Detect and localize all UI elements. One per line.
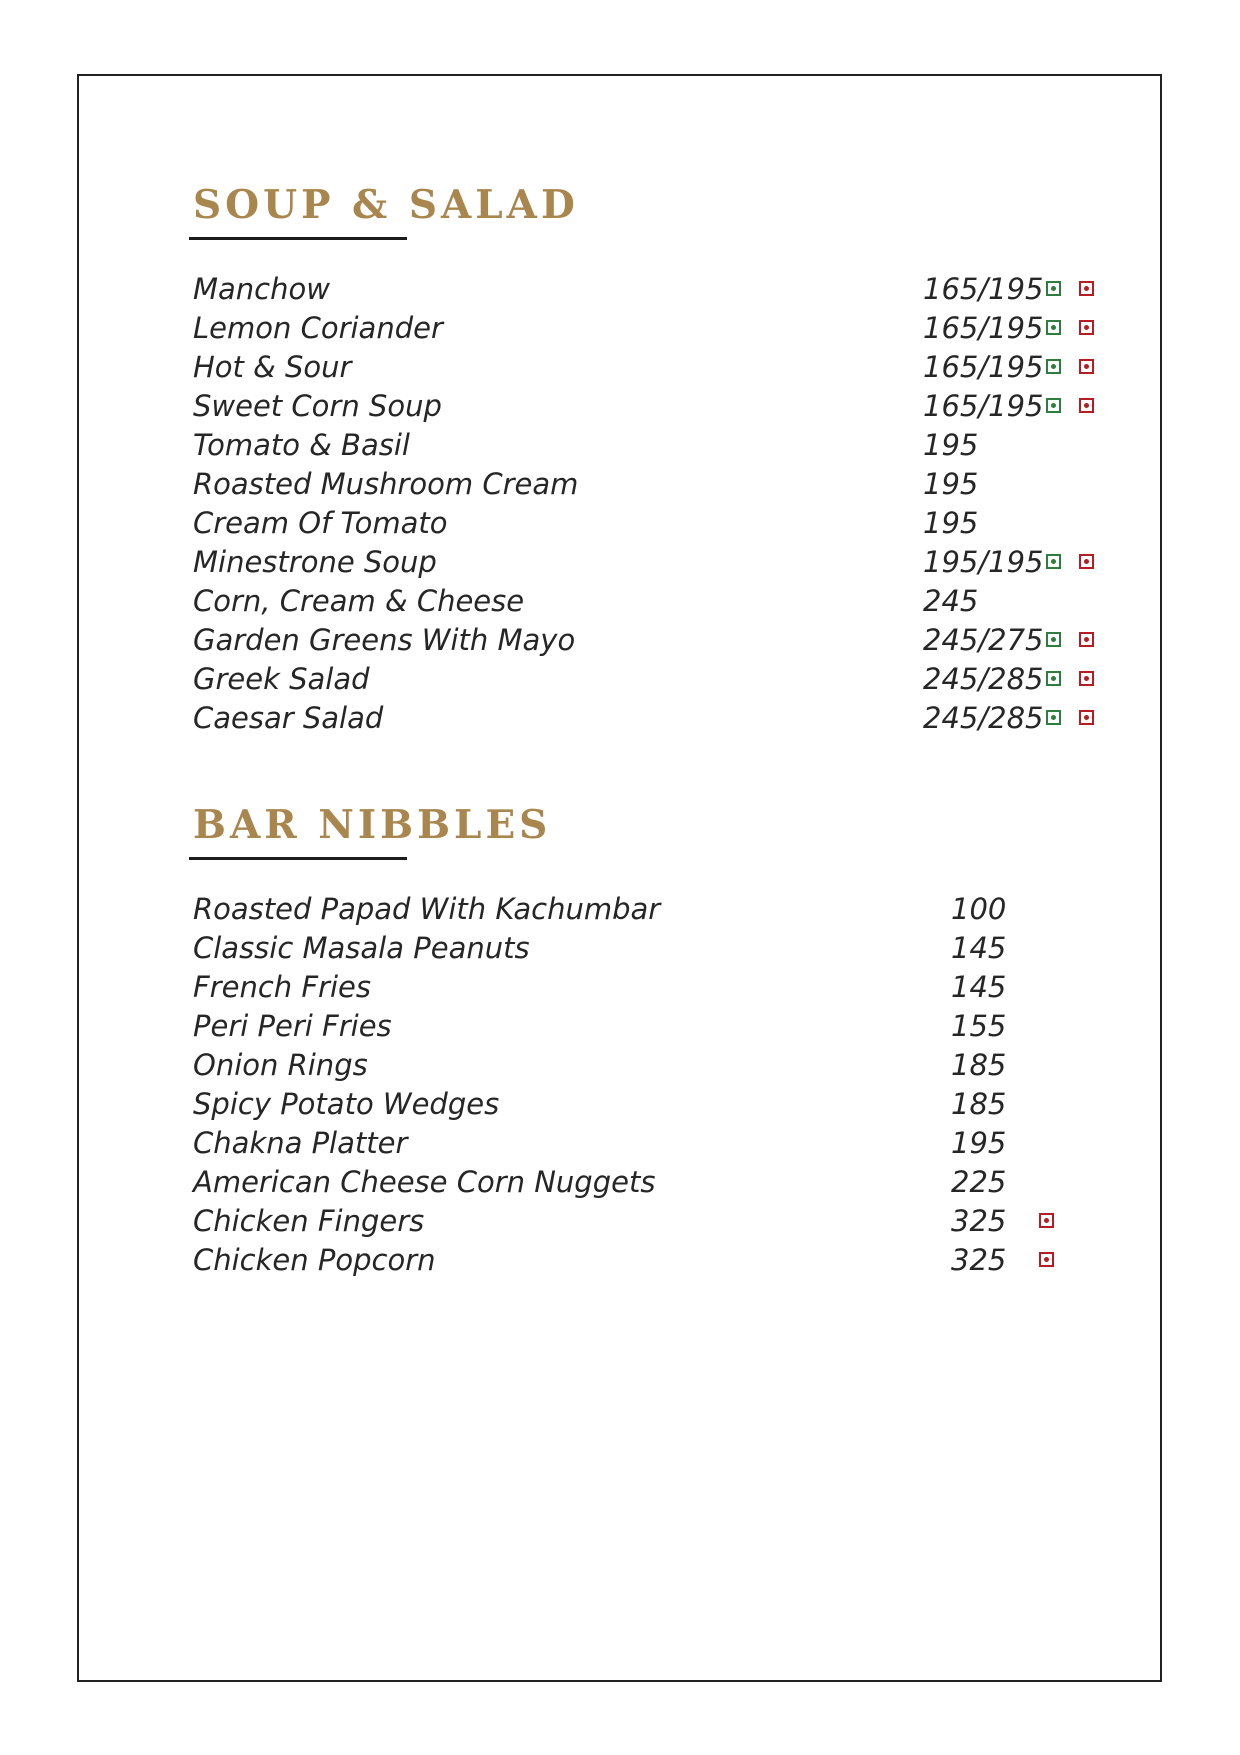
menu-item-row (193, 660, 1044, 699)
menu-item-price: 195 (923, 467, 979, 501)
menu-item-price: 165/195 (923, 311, 1044, 345)
veg-marker-icon (1046, 710, 1061, 725)
menu-item-price: 185 (951, 1048, 1007, 1082)
menu-item-row (193, 387, 1044, 426)
veg-marker-icon (1046, 359, 1061, 374)
menu-item-price: 245 (923, 584, 979, 618)
menu-item-row (193, 543, 1044, 582)
menu-item-name: Minestrone Soup (193, 545, 437, 579)
menu-item-name: Garden Greens With Mayo (193, 623, 576, 657)
menu-item-price: 145 (951, 931, 1007, 965)
menu-item-row (193, 929, 1007, 968)
menu-item-row (193, 1202, 1007, 1241)
menu-item-row (193, 699, 1044, 738)
nonveg-marker-icon (1079, 554, 1094, 569)
nonveg-marker-icon (1039, 1252, 1054, 1267)
bar-nibbles-item-list (193, 890, 1007, 1280)
menu-item-price: 165/195 (923, 389, 1044, 423)
menu-item-row (193, 1046, 1007, 1085)
menu-item-name: Lemon Coriander (193, 311, 443, 345)
menu-item-row (193, 426, 979, 465)
menu-item-name: Roasted Papad With Kachumbar (193, 892, 661, 926)
menu-item-name: Chicken Popcorn (193, 1243, 436, 1277)
bar-nibbles-section (193, 802, 1007, 1280)
nonveg-marker-icon (1079, 398, 1094, 413)
menu-item-name: Chicken Fingers (193, 1204, 425, 1238)
menu-item-name: Spicy Potato Wedges (193, 1087, 500, 1121)
veg-marker-icon (1046, 554, 1061, 569)
veg-marker-icon (1046, 320, 1061, 335)
nonveg-marker-icon (1079, 281, 1094, 296)
menu-item-price: 195 (923, 506, 979, 540)
menu-item-row (193, 582, 979, 621)
menu-item-price: 195 (951, 1126, 1007, 1160)
menu-item-name: American Cheese Corn Nuggets (193, 1165, 656, 1199)
menu-item-price: 165/195 (923, 272, 1044, 306)
menu-item-row (193, 504, 979, 543)
menu-item-price: 245/275 (923, 623, 1044, 657)
menu-item-row (193, 1007, 1007, 1046)
menu-item-price: 185 (951, 1087, 1007, 1121)
menu-item-row (193, 309, 1044, 348)
menu-item-row (193, 1241, 1007, 1280)
menu-item-name: Corn, Cream & Cheese (193, 584, 525, 618)
menu-item-price: 325 (951, 1243, 1007, 1277)
menu-item-name: Peri Peri Fries (193, 1009, 392, 1043)
menu-item-price: 245/285 (923, 701, 1044, 735)
menu-item-price: 245/285 (923, 662, 1044, 696)
menu-item-name: Classic Masala Peanuts (193, 931, 530, 965)
menu-item-row (193, 348, 1044, 387)
section-title-underline (189, 237, 407, 240)
menu-item-name: Chakna Platter (193, 1126, 408, 1160)
menu-item-price: 195 (923, 428, 979, 462)
menu-item-name: Cream Of Tomato (193, 506, 448, 540)
menu-item-name: Manchow (193, 272, 330, 306)
veg-marker-icon (1046, 281, 1061, 296)
soup-salad-section (193, 182, 1044, 738)
menu-item-name: Sweet Corn Soup (193, 389, 442, 423)
section-title-underline (189, 857, 407, 860)
veg-marker-icon (1046, 632, 1061, 647)
menu-item-name: Roasted Mushroom Cream (193, 467, 579, 501)
menu-item-price: 155 (951, 1009, 1007, 1043)
menu-item-name: Caesar Salad (193, 701, 384, 735)
soup-salad-item-list (193, 270, 1044, 738)
menu-item-name: Hot & Sour (193, 350, 352, 384)
section-title-bar-nibbles: BAR NIBBLES (193, 802, 552, 848)
nonveg-marker-icon (1079, 671, 1094, 686)
menu-item-row (193, 1163, 1007, 1202)
menu-item-price: 325 (951, 1204, 1007, 1238)
menu-item-price: 195/195 (923, 545, 1044, 579)
menu-item-price: 225 (951, 1165, 1007, 1199)
nonveg-marker-icon (1079, 359, 1094, 374)
menu-item-name: French Fries (193, 970, 371, 1004)
menu-item-name: Tomato & Basil (193, 428, 410, 462)
menu-item-row (193, 890, 1007, 929)
menu-item-price: 165/195 (923, 350, 1044, 384)
menu-item-price: 145 (951, 970, 1007, 1004)
menu-item-row (193, 1124, 1007, 1163)
section-title-soup-salad: SOUP & SALAD (193, 182, 579, 228)
menu-item-row (193, 1085, 1007, 1124)
menu-item-row (193, 968, 1007, 1007)
nonveg-marker-icon (1079, 710, 1094, 725)
veg-marker-icon (1046, 398, 1061, 413)
menu-item-row (193, 465, 979, 504)
menu-item-name: Onion Rings (193, 1048, 368, 1082)
menu-item-row (193, 621, 1044, 660)
menu-item-price: 100 (951, 892, 1007, 926)
nonveg-marker-icon (1079, 320, 1094, 335)
nonveg-marker-icon (1079, 632, 1094, 647)
veg-marker-icon (1046, 671, 1061, 686)
menu-item-name: Greek Salad (193, 662, 370, 696)
nonveg-marker-icon (1039, 1213, 1054, 1228)
menu-item-row (193, 270, 1044, 309)
